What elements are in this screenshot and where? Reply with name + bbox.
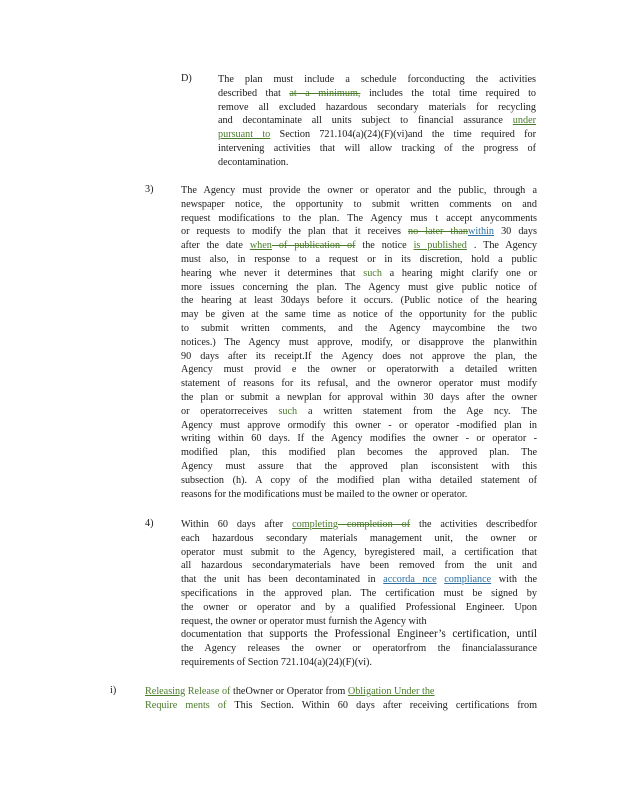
item-label-4: 4) xyxy=(145,518,154,529)
inserted-text: such xyxy=(363,267,382,279)
text-line: each hazardous secondary materials management unit, the owner or xyxy=(181,532,537,544)
text-line: must also, in response to a request or in its discretion, hold a public xyxy=(181,253,537,265)
text-line: Require ments of This Section. Within 60 days after receiving certifications from xyxy=(145,699,537,711)
text-line: Agency must provid e the owner or operatorwith a detailed written xyxy=(181,364,537,376)
inserted-text: within xyxy=(467,226,495,238)
inserted-text: when xyxy=(249,240,272,252)
text-line: requirements of Section 721.104(a)(24)(F)(vi). xyxy=(181,656,372,668)
paragraph-i xyxy=(145,685,537,713)
text-line: modified plan, this modified plan becomes the approved plan. The xyxy=(181,447,537,459)
text-line: Agency must approve ormodify this owner - or operator -modified plan in xyxy=(181,419,537,431)
text-line: notices.) The Agency must approve, modify, or disapprove the planwithin xyxy=(181,336,537,348)
text-line: writing within 60 days. If the Agency modifies the owner - or operator - xyxy=(181,433,537,445)
inserted-text: completing xyxy=(292,519,338,530)
inserted-text: pursuant to xyxy=(218,129,271,141)
inserted-text: accorda nce xyxy=(383,574,437,586)
text-line: specifications in the approved plan. The certification must be signed by xyxy=(181,587,537,599)
text-line: decontamination. xyxy=(218,156,289,168)
text-line: Within 60 days after completing completion of the activities describedfor xyxy=(181,519,538,530)
text-line: hearing whe never it determines that such a hearing might clarify one or xyxy=(181,267,537,279)
text-line: or operatorreceives such a written statement from the Age ncy. The xyxy=(181,405,537,417)
text-line: described that at a minimum, includes the total time required to xyxy=(218,87,536,99)
text-line: may be given at the same time as notice of the opportunity for the public xyxy=(181,309,537,321)
inserted-text: compliance xyxy=(444,574,492,586)
inserted-text: Require ments of xyxy=(145,699,227,711)
text-line: subsection (h). A copy of the modified plan witha detailed statement of xyxy=(181,474,537,486)
paragraph-d xyxy=(218,73,536,170)
item-label-3: 3) xyxy=(145,184,154,195)
deleted-text: no later than xyxy=(408,226,468,238)
text-line: statement of reasons for its refusal, and the owneror operator must modify xyxy=(181,378,537,390)
item-label-d: D) xyxy=(181,73,192,84)
text-line: 90 days after its receipt.If the Agency does not approve the plan, the xyxy=(181,350,537,362)
inserted-text: Obligation Under the xyxy=(347,686,435,697)
inserted-text: such xyxy=(278,405,298,417)
paragraph-3 xyxy=(181,184,537,501)
text-line: request, the owner or operator must furnish the Agency with xyxy=(181,615,427,627)
text-line: remove all excluded hazardous secondary materials for recycling xyxy=(218,101,536,113)
text-line: and decontaminate all units subject to financial assurance under xyxy=(218,115,536,127)
text-line: or requests to modify the plan that it receives no later thanwithin 30 days xyxy=(181,226,537,238)
text-line: to submit written comments, and the Agency maycombine the two xyxy=(181,322,537,334)
inserted-text: under xyxy=(512,115,536,127)
deleted-text: at a minimum, xyxy=(289,87,361,99)
deleted-text: of publication of xyxy=(271,240,356,252)
text-line: operator must submit to the Agency, byregistered mail, a certification that xyxy=(181,546,537,558)
text-line: Releasing Release of theOwner or Operator from Obligation Under the xyxy=(145,686,435,697)
inserted-text: is published xyxy=(413,240,467,252)
text-line: more issues concerning the plan. The Agency must give public notice of xyxy=(181,281,537,293)
paragraph-4 xyxy=(181,518,537,670)
text-line: the hearing at least 30days before it occurs. (Public notice of the hearing xyxy=(181,295,537,307)
text-line: the owner or operator and by a qualified Professional Engineer. Upon xyxy=(181,601,537,613)
inserted-text: Releasing xyxy=(145,686,186,697)
text-line: newspaper notice, the opportunity to submit written comments on and xyxy=(181,198,537,210)
text-line: documentation that supports the Professional Engineer’s certification, until xyxy=(181,628,537,641)
text-line: The plan must include a schedule forconducting the activities xyxy=(218,74,536,85)
text-line: that the unit has been decontaminated in accorda nce compliance with the xyxy=(181,574,537,586)
deleted-text: completion of xyxy=(337,519,411,530)
text-line: Agency must assure that the approved plan isconsistent with this xyxy=(181,460,537,472)
text-line: the plan or submit a newplan for approval within 30 days after the owner xyxy=(181,391,537,403)
item-label-i: i) xyxy=(110,685,117,696)
text-line: intervening activities that will allow tracking of the progress of xyxy=(218,142,536,154)
text-line: The Agency must provide the owner or operator and the public, through a xyxy=(181,185,537,196)
text-line: all hazardous secondarymaterials have been removed from the unit and xyxy=(181,560,537,572)
text-line: the Agency releases the owner or operatorfrom the financialassurance xyxy=(181,643,537,655)
text-line: pursuant to Section 721.104(a)(24)(F)(vi)and the time required for xyxy=(218,129,536,141)
text-line: after the date when of publication of the notice is published . The Agency xyxy=(181,240,537,252)
text-line: request modifications to the plan. The Agency mus t accept anycomments xyxy=(181,212,537,224)
text-line: reasons for the modifications must be mailed to the owner or operator. xyxy=(181,488,468,500)
